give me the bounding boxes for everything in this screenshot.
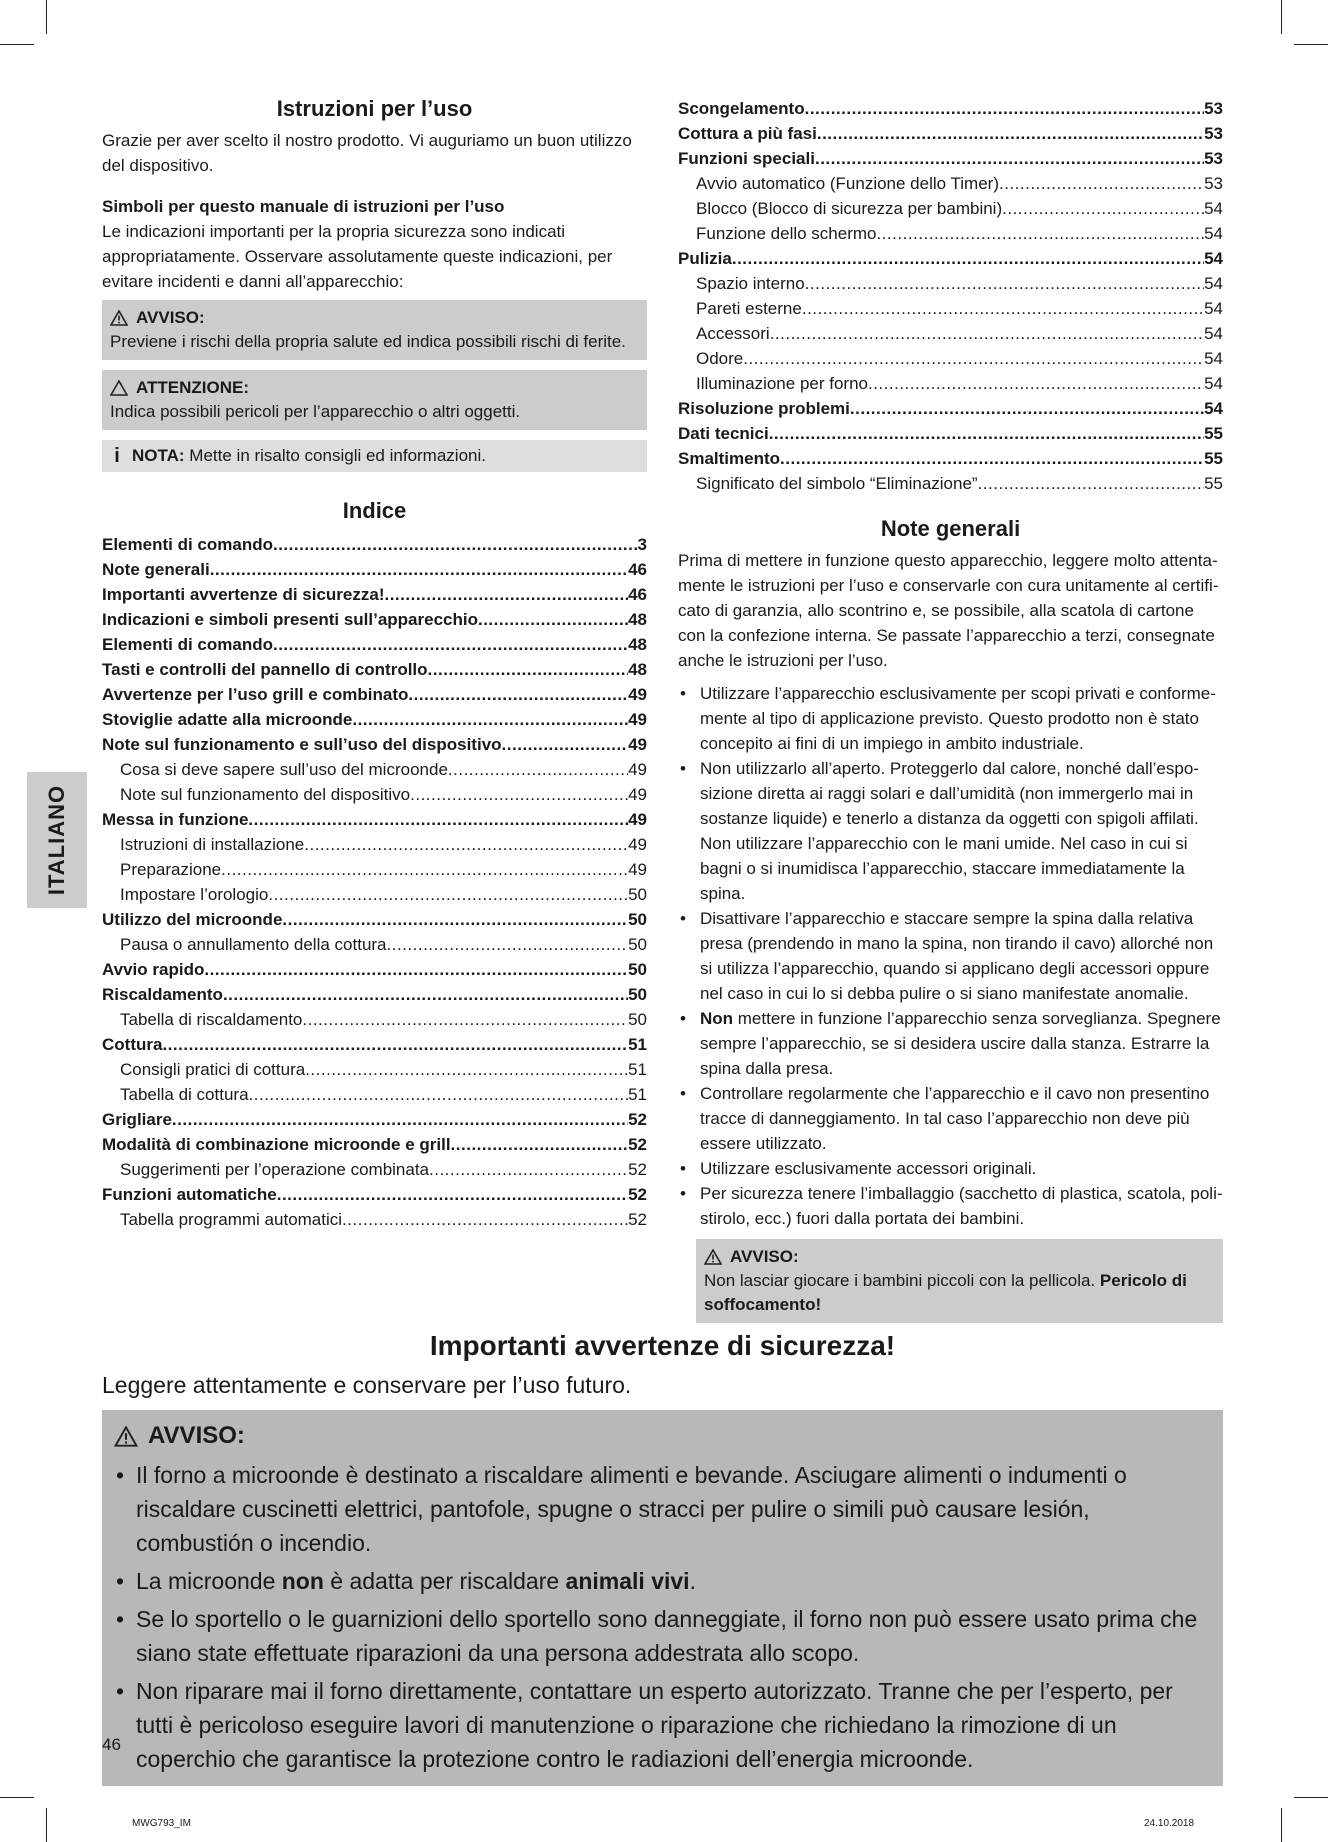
instructions-title: Istruzioni per l’uso	[276, 96, 473, 121]
index-entry-label: Avvio automatico (Funzione dello Timer)	[696, 174, 999, 193]
index-leader-dots	[428, 657, 629, 682]
index-entry	[678, 196, 1223, 221]
avviso-text: Non lasciar giocare i bambini piccoli con la pellicola.	[704, 1271, 1100, 1290]
index-leader-dots	[429, 1157, 628, 1182]
nota-label: NOTA:	[132, 446, 185, 465]
index-entry-label: Tabella di cottura	[120, 1085, 249, 1104]
index-leader-dots	[204, 957, 628, 982]
index-leader-dots	[502, 732, 629, 757]
index-entry	[678, 146, 1223, 171]
list-item	[114, 1564, 1211, 1598]
crop-mark	[1281, 0, 1282, 34]
index-entry-label: Illuminazione per forno	[696, 374, 868, 393]
index-entry	[102, 1032, 647, 1057]
index-entry	[102, 782, 647, 807]
general-notes-bullets	[678, 681, 1223, 1231]
index-entry-label: Note sul funzionamento e sull’uso del dispositivo	[102, 735, 502, 754]
language-tab	[27, 772, 87, 908]
index-entry	[102, 1157, 647, 1182]
avviso-label: AVVISO:	[730, 1247, 799, 1266]
index-entry-page: 53	[1204, 174, 1223, 193]
index-title: Indice	[342, 498, 407, 523]
index-leader-dots	[408, 682, 628, 707]
index-entry	[678, 446, 1223, 471]
crop-mark	[1281, 1808, 1282, 1842]
safety-bullets	[114, 1458, 1211, 1776]
crop-mark	[1294, 1797, 1328, 1798]
index-entry	[102, 557, 647, 582]
index-leader-dots	[162, 1032, 628, 1057]
document-code: MWG793_IM	[132, 1818, 191, 1829]
index-entry	[102, 1082, 647, 1107]
index-entry-label: Istruzioni di installazione	[120, 835, 305, 854]
index-entry	[102, 682, 647, 707]
safety-avviso-box	[102, 1410, 1223, 1786]
index-entry-page: 51	[628, 1035, 647, 1054]
index-entry-label: Note sul funzionamento del dispositivo	[120, 785, 411, 804]
index-entry-page: 53	[1204, 149, 1223, 168]
safety-intro: Leggere attentamente e conservare per l’uso futuro.	[102, 1372, 632, 1398]
index-entry-label: Messa in funzione	[102, 810, 249, 829]
index-leader-dots	[223, 982, 628, 1007]
index-leader-dots	[273, 532, 638, 557]
index-leader-dots	[868, 371, 1204, 396]
index-entry-label: Preparazione	[120, 860, 222, 879]
language-tab-label: ITALIANO	[44, 784, 69, 896]
index-entry-label: Pulizia	[678, 249, 732, 268]
list-item: • Non utilizzarlo all’aperto. Proteggerlo dal calore, nonché dall’esposizione diretta ai raggi solari e dall’umidità (non immergerlo mai in sostanze liquide) e tenerlo a distanza da oggetti con spigoli affilati. Non utilizzare l’apparecchio con le mani umide. Nel caso in cui si bagni o si inumidisca l’apparecchio, staccare immediatamente la spina.	[678, 756, 1223, 906]
list-item-text: è adatta per riscaldare	[323, 1568, 566, 1594]
index-entry	[102, 1107, 647, 1132]
index-leader-dots	[805, 271, 1204, 296]
index-entry-page: 54	[1204, 399, 1223, 418]
index-entry	[102, 932, 647, 957]
avviso-label: AVVISO:	[148, 1422, 245, 1449]
index-leader-dots	[850, 396, 1204, 421]
avviso-text: Previene i rischi della propria salute ed indica possibili rischi di ferite.	[110, 332, 626, 351]
list-item: • Utilizzare esclusivamente accessori originali.	[678, 1156, 1223, 1181]
index-entry-page: 46	[628, 560, 647, 579]
index-leader-dots	[221, 857, 628, 882]
index-entry	[102, 757, 647, 782]
right-column	[678, 96, 1223, 1323]
list-item: • Disattivare l’apparecchio e staccare sempre la spina dalla relativa presa (prendendo in mano la spina, non tirando il cavo) allorché non si utilizza l’apparecchio, quando si applicano degli accessori oppure nel caso in cui lo si debba pulire o si siano manifestate anomalie.	[678, 906, 1223, 1006]
index-leader-dots	[802, 296, 1204, 321]
safety-title: Importanti avvertenze di sicurezza!	[429, 1330, 896, 1361]
safety-section	[102, 1330, 1223, 1786]
index-entry-label: Note generali	[102, 560, 210, 579]
index-entry-label: Pausa o annullamento della cottura	[120, 935, 387, 954]
index-entry-page: 49	[628, 810, 647, 829]
index-entry	[678, 396, 1223, 421]
index-entry	[678, 321, 1223, 346]
warning-triangle-icon	[704, 1249, 722, 1265]
index-entry	[102, 532, 647, 557]
symbols-heading: Simboli per questo manuale di istruzioni per l’uso	[102, 197, 505, 216]
index-entry-page: 54	[1204, 274, 1223, 293]
index-entry-label: Pareti esterne	[696, 299, 802, 318]
index-entry	[102, 1182, 647, 1207]
general-notes-title: Note generali	[880, 516, 1021, 541]
index-entry-label: Importanti avvertenze di sicurezza!	[102, 585, 385, 604]
index-entry-page: 54	[1204, 249, 1223, 268]
index-entry-page: 52	[628, 1135, 647, 1154]
warning-triangle-icon	[110, 310, 128, 326]
index-leader-dots	[352, 707, 628, 732]
left-column	[102, 96, 647, 1232]
list-item	[678, 1006, 1223, 1081]
index-entry	[102, 607, 647, 632]
index-entry	[102, 882, 647, 907]
index-entry-label: Tasti e controlli del pannello di controllo	[102, 660, 428, 679]
index-entry-page: 54	[1204, 324, 1223, 343]
index-entry	[102, 582, 647, 607]
index-leader-dots	[210, 557, 628, 582]
index-entry-page: 46	[628, 585, 647, 604]
list-item-text: mettere in funzione l’apparecchio senza sorveglianza. Spegnere sempre l’apparecchio, se si desidera uscire dalla stanza. Estrarre la spina dalla presa.	[700, 1009, 1221, 1078]
index-entry	[678, 471, 1223, 496]
index-entry-page: 54	[1204, 374, 1223, 393]
index-entry-page: 3	[637, 535, 647, 554]
index-entry	[678, 171, 1223, 196]
list-item: • Utilizzare l’apparecchio esclusivamente per scopi privati e conformemente al tipo di applicazione previsto. Questo prodotto non è stato concepito ai fini di un impiego in ambito industriale.	[678, 681, 1223, 756]
index-entry-label: Funzioni speciali	[678, 149, 815, 168]
index-entry-label: Spazio interno	[696, 274, 805, 293]
index-entry	[102, 807, 647, 832]
index-entry-label: Risoluzione problemi	[678, 399, 850, 418]
index-leader-dots	[743, 346, 1204, 371]
index-leader-dots	[805, 96, 1204, 121]
list-item-text: .	[689, 1568, 696, 1594]
index-entry-label: Blocco (Blocco di sicurezza per bambini)	[696, 199, 1003, 218]
index-list-right	[678, 96, 1223, 496]
index-entry-page: 55	[1204, 474, 1223, 493]
index-entry-page: 55	[1204, 449, 1223, 468]
list-item-text: La microonde	[136, 1568, 282, 1594]
index-entry-page: 48	[628, 660, 647, 679]
index-entry-label: Impostare l’orologio	[120, 885, 269, 904]
index-entry	[102, 907, 647, 932]
index-entry-label: Cottura	[102, 1035, 163, 1054]
index-entry-label: Riscaldamento	[102, 985, 223, 1004]
intro-text: Grazie per aver scelto il nostro prodotto. Vi auguriamo un buon utilizzo del dispositivo.	[102, 131, 632, 175]
index-entry-page: 49	[628, 685, 647, 704]
emphasis-non: Non	[700, 1009, 734, 1028]
index-leader-dots	[817, 121, 1204, 146]
index-entry-page: 52	[628, 1160, 647, 1179]
index-leader-dots	[277, 1182, 628, 1207]
index-entry-page: 52	[628, 1110, 647, 1129]
index-entry-page: 54	[1204, 199, 1223, 218]
index-entry-page: 55	[1204, 424, 1223, 443]
index-entry	[678, 421, 1223, 446]
index-entry-label: Modalità di combinazione microonde e grill	[102, 1135, 451, 1154]
index-entry-label: Avvertenze per l’uso grill e combinato	[102, 685, 409, 704]
index-entry-page: 52	[628, 1185, 647, 1204]
index-entry	[102, 657, 647, 682]
index-entry-label: Funzioni automatiche	[102, 1185, 277, 1204]
index-leader-dots	[249, 1082, 629, 1107]
list-item: • Se lo sportello o le guarnizioni dello sportello sono danneggiate, il forno non può essere usato prima che siano state effettuate riparazioni da una persona addestrata allo scopo.	[114, 1602, 1211, 1670]
index-entry	[678, 246, 1223, 271]
index-entry-page: 50	[628, 935, 647, 954]
index-leader-dots	[410, 782, 628, 807]
index-entry	[102, 832, 647, 857]
index-entry-label: Accessori	[696, 324, 770, 343]
index-entry	[102, 707, 647, 732]
index-leader-dots	[273, 632, 628, 657]
index-entry	[678, 121, 1223, 146]
crop-mark	[46, 1808, 47, 1842]
index-entry-page: 50	[628, 1010, 647, 1029]
index-leader-dots	[769, 421, 1204, 446]
nota-box	[102, 440, 647, 472]
warning-triangle-icon	[114, 1426, 138, 1447]
index-entry	[678, 296, 1223, 321]
symbols-text: Le indicazioni importanti per la propria sicurezza sono indicati appropriatamente. Osservare assolutamente queste indicazioni, per evitare incidenti e danni all’apparecchio:	[102, 222, 613, 291]
index-entry	[102, 1057, 647, 1082]
general-avviso-box	[696, 1239, 1223, 1323]
index-leader-dots	[999, 171, 1204, 196]
index-entry	[102, 732, 647, 757]
info-icon: i	[114, 445, 120, 467]
general-notes-text: Prima di mettere in funzione questo apparecchio, leggere molto attentamente le istruzioni per l’uso e conservarle con cura unitamente al certificato di garanzia, allo scontrino e, se possibile, alla scatola di cartone con la confezione interna. Se passate l’apparecchio a terzi, consegnate anche le istruzioni per l’uso.	[678, 551, 1219, 670]
crop-mark	[0, 44, 34, 45]
index-leader-dots	[780, 446, 1204, 471]
index-leader-dots	[770, 321, 1204, 346]
index-entry-label: Tabella programmi automatici	[120, 1210, 343, 1229]
index-entry-label: Elementi di comando	[102, 635, 273, 654]
index-leader-dots	[815, 146, 1204, 171]
avviso-label: AVVISO:	[136, 308, 205, 327]
avviso-box	[102, 300, 647, 360]
index-leader-dots	[448, 757, 628, 782]
index-list-left	[102, 532, 647, 1232]
crop-mark	[46, 0, 47, 34]
index-entry-label: Avvio rapido	[102, 960, 205, 979]
index-leader-dots	[451, 1132, 629, 1157]
index-entry	[102, 982, 647, 1007]
index-entry-label: Tabella di riscaldamento	[120, 1010, 303, 1029]
index-entry	[102, 1132, 647, 1157]
index-leader-dots	[387, 932, 629, 957]
page-number: 46	[102, 1735, 121, 1754]
index-leader-dots	[305, 1057, 628, 1082]
index-entry-page: 50	[628, 885, 647, 904]
index-leader-dots	[302, 1007, 628, 1032]
index-entry-page: 50	[628, 960, 647, 979]
index-entry-page: 54	[1204, 299, 1223, 318]
index-entry-label: Stoviglie adatte alla microonde	[102, 710, 353, 729]
attenzione-text: Indica possibili pericoli per l’apparecchio o altri oggetti.	[110, 402, 521, 421]
index-entry-label: Utilizzo del microonde	[102, 910, 283, 929]
index-leader-dots	[732, 246, 1204, 271]
index-entry	[678, 96, 1223, 121]
index-entry-page: 53	[1204, 124, 1223, 143]
index-entry-label: Significato del simbolo “Eliminazione”	[696, 474, 978, 493]
index-leader-dots	[248, 807, 628, 832]
index-entry	[102, 632, 647, 657]
index-entry-page: 48	[628, 635, 647, 654]
index-leader-dots	[1002, 196, 1204, 221]
index-entry	[678, 346, 1223, 371]
index-entry	[678, 371, 1223, 396]
index-entry-page: 49	[628, 860, 647, 879]
index-leader-dots	[876, 221, 1204, 246]
list-item: • Controllare regolarmente che l’apparecchio e il cavo non presentino tracce di danneggiamento. In tal caso l’apparecchio non deve più essere utilizzato.	[678, 1081, 1223, 1156]
index-entry-page: 54	[1204, 224, 1223, 243]
attenzione-box	[102, 370, 647, 430]
index-leader-dots	[282, 907, 628, 932]
attenzione-label: ATTENZIONE:	[136, 378, 250, 397]
list-item: • Non riparare mai il forno direttamente, contattare un esperto autorizzato. Tranne che per l’esperto, per tutti è pericoloso eseguire lavori di manutenzione o riparazione che richiedano la rimozione di un coperchio che garantisce la protezione contro le radiazioni dell’energia microonde.	[114, 1674, 1211, 1776]
index-leader-dots	[478, 607, 628, 632]
crop-mark	[1294, 44, 1328, 45]
index-entry-label: Cottura a più fasi	[678, 124, 817, 143]
index-leader-dots	[172, 1107, 628, 1132]
index-entry-page: 49	[628, 785, 647, 804]
index-entry-label: Indicazioni e simboli presenti sull’apparecchio	[102, 610, 478, 629]
index-entry-page: 49	[628, 760, 647, 779]
index-leader-dots	[304, 832, 628, 857]
index-entry-page: 53	[1204, 99, 1223, 118]
emphasis-animali-vivi: animali vivi	[565, 1568, 690, 1594]
index-entry	[678, 271, 1223, 296]
index-entry-page: 52	[628, 1210, 647, 1229]
index-entry	[102, 957, 647, 982]
index-entry-page: 49	[628, 835, 647, 854]
emphasis-non: non	[281, 1568, 324, 1594]
index-entry	[678, 221, 1223, 246]
index-leader-dots	[978, 471, 1205, 496]
index-entry-label: Funzione dello schermo	[696, 224, 877, 243]
index-entry	[102, 1207, 647, 1232]
index-entry-page: 51	[628, 1060, 647, 1079]
index-entry-label: Scongelamento	[678, 99, 805, 118]
list-item: • Per sicurezza tenere l’imballaggio (sacchetto di plastica, scatola, polistirolo, ecc.) fuori dalla portata dei bambini.	[678, 1181, 1223, 1231]
index-leader-dots	[268, 882, 628, 907]
index-entry-label: Consigli pratici di cottura	[120, 1060, 306, 1079]
index-entry-label: Elementi di comando	[102, 535, 273, 554]
index-entry-page: 49	[628, 710, 647, 729]
index-entry-label: Dati tecnici	[678, 424, 769, 443]
index-entry-page: 51	[628, 1085, 647, 1104]
caution-triangle-icon	[110, 380, 128, 396]
list-item: • Il forno a microonde è destinato a riscaldare alimenti e bevande. Asciugare alimenti o indumenti o riscaldare cuscinetti elettrici, pantofole, spugne o stracci per pulire o simili può causare lesión, combustión o incendio.	[114, 1458, 1211, 1560]
index-entry-page: 54	[1204, 349, 1223, 368]
index-leader-dots	[342, 1207, 628, 1232]
index-entry-label: Suggerimenti per l’operazione combinata	[120, 1160, 430, 1179]
avviso-emphasis: Pericolo di soffocamento!	[704, 1271, 1187, 1314]
index-leader-dots	[384, 582, 628, 607]
index-entry-label: Cosa si deve sapere sull’uso del microonde	[120, 760, 448, 779]
index-entry-label: Odore	[696, 349, 744, 368]
index-entry-page: 50	[628, 910, 647, 929]
index-entry	[102, 1007, 647, 1032]
index-entry	[102, 857, 647, 882]
index-entry-page: 49	[628, 735, 647, 754]
nota-text: Mette in risalto consigli ed informazioni.	[189, 446, 486, 465]
print-date: 24.10.2018	[1144, 1818, 1195, 1829]
index-entry-label: Grigliare	[102, 1110, 172, 1129]
index-entry-page: 50	[628, 985, 647, 1004]
crop-mark	[0, 1797, 34, 1798]
index-entry-page: 48	[628, 610, 647, 629]
index-entry-label: Smaltimento	[678, 449, 781, 468]
